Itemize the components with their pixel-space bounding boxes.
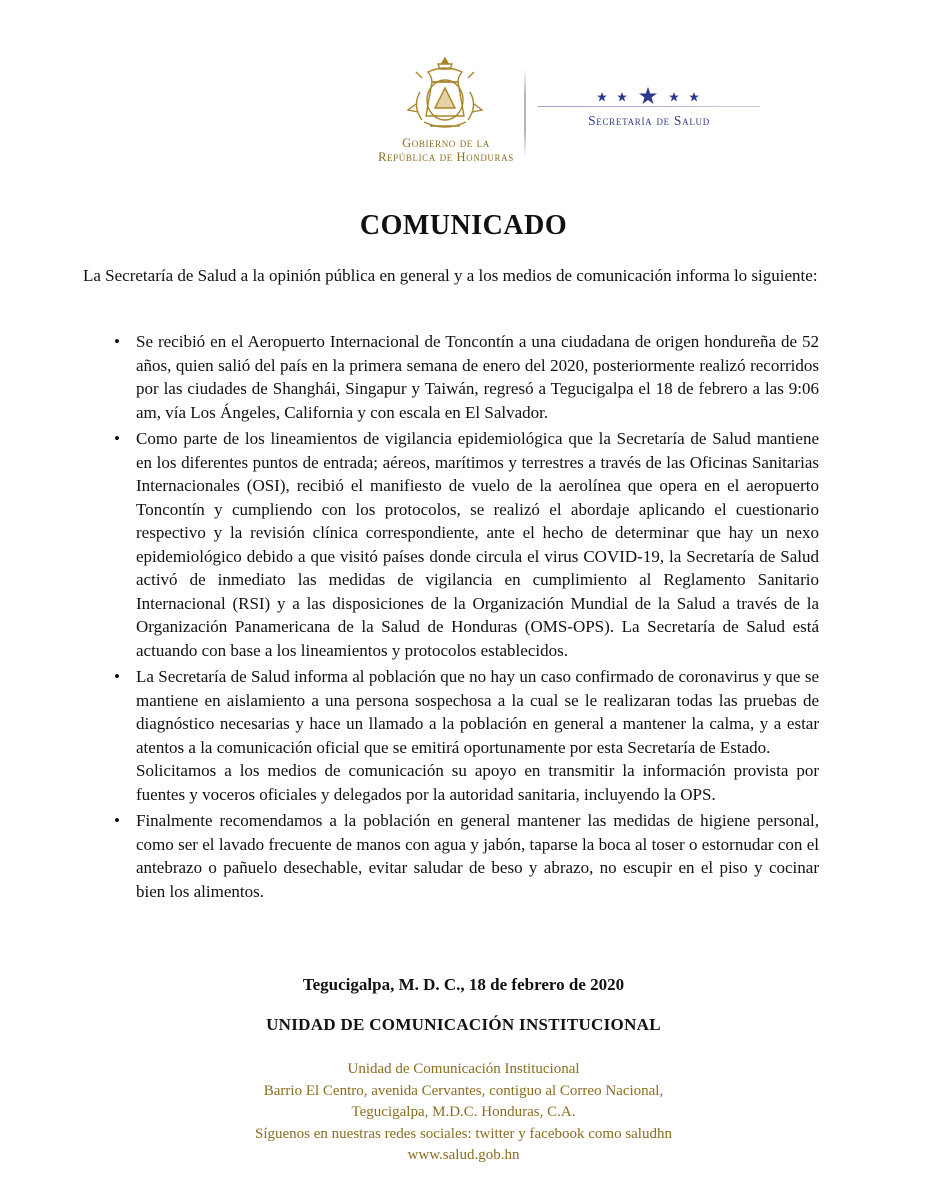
footer-website: www.salud.gob.hn — [407, 1147, 520, 1163]
signature-unit: UNIDAD DE COMUNICACIÓN INSTITUCIONAL — [266, 1015, 661, 1034]
vertical-divider — [524, 68, 526, 158]
list-item — [114, 427, 819, 662]
footer-contact — [0, 1059, 927, 1167]
bullet-followup-text: Solicitamos a los medios de comunicación su apoyo en transmitir la información provista por fuentes y voceros oficiales y delegados por la autoridad sanitaria, incluyendo la OPS. — [136, 761, 819, 804]
government-name-line1: Gobierno de la — [402, 136, 490, 150]
honduras-coat-of-arms-icon — [402, 52, 488, 134]
footer-social: Síguenos en nuestras redes sociales: twitter y facebook como saludhn — [255, 1125, 672, 1142]
bullet-text: Como parte de los lineamientos de vigilancia epidemiológica que la Secretaría de Salud mantiene en los diferentes puntos de entrada; aéreos, marítimos y terrestres a través de las Oficinas Sanitarias Internacionales (OSI), recibió el manifiesto de vuelo de la aerolínea que opera en el aeropuerto Toncontín y cumpliendo con los protocolos, se realizó el abordaje aplicando el cuestionario respectivo y la revisión clínica correspondiente, ante el hecho de determinar que hay un nexo epidemiológico debido a que visitó países donde circula el virus COVID-19, la Secretaría de Salud activó de inmediato las medidas de vigilancia en cumplimiento al Reglamento Sanitario Internacional (RSI) y a las disposiciones de la Organización Mundial de la Salud a través de la Organización Panamericana de la Salud de Honduras (OMS-OPS). La Secretaría de Salud está actuando con base a los lineamientos y protocolos establecidos. — [136, 429, 819, 660]
list-item — [114, 330, 819, 424]
ministry-name: Secretaría de Salud — [588, 113, 710, 128]
document-title: COMUNICADO — [359, 210, 568, 241]
ministry-underline — [538, 106, 760, 107]
footer-line: Unidad de Comunicación Institucional — [347, 1061, 580, 1077]
bullet-text: Se recibió en el Aeropuerto Internacional de Toncontín a una ciudadana de origen hondureña de 52 años, quien salió del país en la primera semana de enero del 2020, posteriormente realizó recorridos por las ciudades de Shanghái, Singapur y Taiwán, regresó a Tegucigalpa el 18 de febrero a las 9:06 am, vía Los Ángeles, California y con escala en El Salvador. — [136, 332, 819, 422]
list-item — [114, 665, 819, 806]
bullet-icon: • — [114, 811, 120, 830]
footer-city: Tegucigalpa, M.D.C. Honduras, C.A. — [351, 1104, 576, 1120]
footer-address: Barrio El Centro, avenida Cervantes, contiguo al Correo Nacional, — [263, 1082, 664, 1099]
letterhead — [0, 0, 927, 180]
intro-paragraph: La Secretaría de Salud a la opinión pública en general y a los medios de comunicación informa lo siguiente: — [83, 266, 818, 285]
bullet-icon: • — [114, 667, 120, 686]
bullet-icon: • — [114, 332, 120, 351]
bullet-text: Finalmente recomendamos a la población en general mantener las medidas de higiene personal, como ser el lavado frecuente de manos con agua y jabón, taparse la boca al toser o estornudar con el antebrazo o pañuelo desechable, evitar saludar de beso y abrazo, no escupir en el piso y cocinar bien los alimentos. — [136, 811, 819, 901]
government-name-line2: República de Honduras — [378, 150, 514, 164]
bullet-icon: • — [114, 429, 120, 448]
list-item — [114, 809, 819, 903]
government-name — [346, 136, 546, 164]
bullet-list — [0, 330, 927, 906]
five-stars-icon — [596, 86, 700, 106]
bullet-text: La Secretaría de Salud informa al población que no hay un caso confirmado de coronavirus y que se mantiene en aislamiento a una persona sospechosa a la cual se le realizaran todas las pruebas de diagnóstico necesarias y hace un llamado a la población en general a mantener la calma, y a estar atentos a la comunicación oficial que se emitirá oportunamente por esta Secretaría de Estado. — [136, 667, 819, 757]
place-and-date: Tegucigalpa, M. D. C., 18 de febrero de 2020 — [302, 975, 625, 994]
